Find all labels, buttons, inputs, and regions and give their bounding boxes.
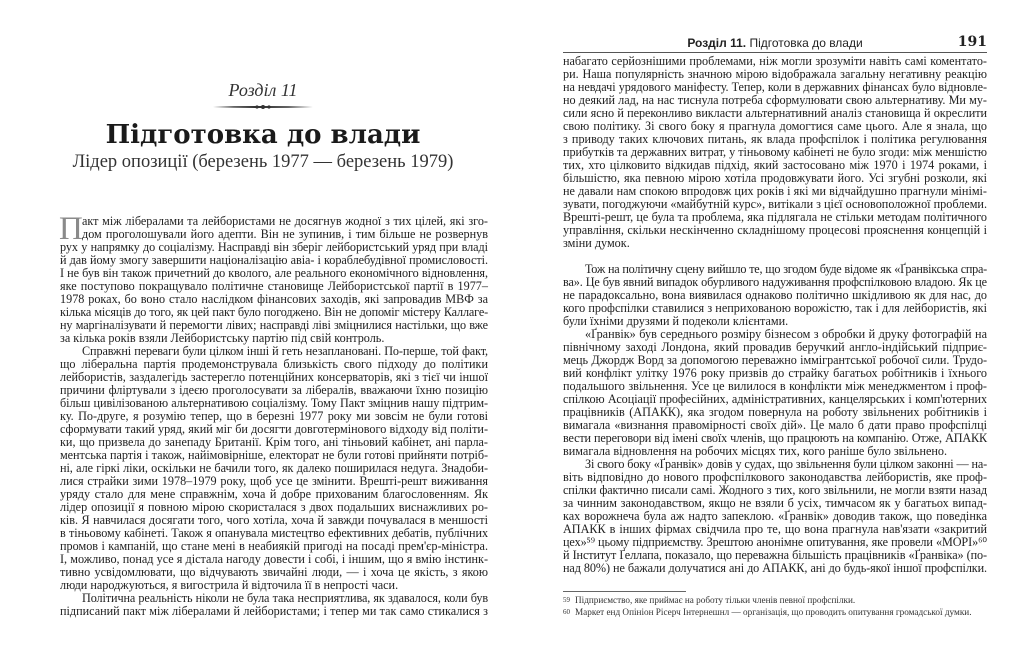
- text-line: причини фліртували з ідеєю проголосувати за лібералів, вважаючи їхню позицію: [60, 383, 488, 397]
- text-line: що ліберальна партія продемонструвала близькість свого підходу до політики: [60, 357, 488, 371]
- text-line: були їхніми друзями й подеколи клієнтами.: [563, 314, 789, 328]
- text-line: І не був він також причетний до кволого, але реального економічного відновлення,: [60, 266, 488, 280]
- footnote-number: 60: [563, 608, 570, 616]
- text-line: ментська партія і також, найімовірніше, електорат не були готові прийняти потріб-: [60, 448, 488, 462]
- running-head: [563, 36, 987, 50]
- text-line: за кілька років взяли Лейбористську партію під свій контроль.: [60, 331, 385, 345]
- text-line: дом проголошували його адепти. Він не зупинив, і тим більше не розвернув: [82, 227, 488, 241]
- text-line: Врешті-решт, це була та проблема, яка підлягала не стільки методам політичного: [563, 210, 987, 224]
- text-line: цех»⁵⁹ цьому підприємству. Зрештою анонімне опитування, яке провели «МОРІ»⁶⁰: [563, 535, 987, 549]
- text-line: ках ворожнеча була аж надто запеклою. «Ґранвік» доводив також, що поведінка: [563, 509, 987, 523]
- text-line: ва». Це був явний випадок обурливого надуживання профспілковою владою. Як це: [563, 275, 987, 289]
- text-line: сформувати такий уряд, який міг би досягти довготермінового відходу від політи-: [60, 422, 488, 436]
- text-line: тих, хто цілковито відкидав підхід, який застосовано між 1970 і 1974 роками, і: [563, 158, 987, 172]
- text-line: вий конфлікт улітку 1976 року призвів до страйку багатьох робітників і їхнього: [563, 366, 987, 380]
- text-line: ку. По-друге, я розумію тепер, що в березні 1977 року ми зовсім не були готові: [60, 409, 488, 423]
- text-line: лейбористів, заздалегідь застерегло потенційних консерваторів, які з тієї чи іншої: [60, 370, 488, 384]
- text-line: управління, скільки нескінченно складнішому процесові прояснення концепцій і: [563, 223, 987, 237]
- text-line: Справжні переваги були цілком інші й геть незаплановані. По-перше, той факт,: [82, 344, 488, 358]
- text-line: «Ґранвік» був середнього розміру бізнесом з обробки й друку фотографій на: [585, 327, 987, 341]
- text-line: підписаний пакт між лібералами й лейбористами; і тепер ми так само стикалися з: [60, 604, 488, 618]
- footnote: [563, 594, 993, 606]
- text-line: північному заході Лондона, який провадив беручкий англо-індійський підприє-: [563, 340, 987, 354]
- text-line: зувати, погоджуючи «майбутній курс», витікали з цієї основоположної проблеми.: [563, 197, 987, 211]
- header-rule: [563, 52, 987, 53]
- text-line: спілки фактично писали самі. Жодного з тих, кого звільнили, не могли взяти назад: [563, 483, 987, 497]
- text-line: сили ясно й переконливо викласти альтернативний аналіз становища й окреслити: [563, 106, 987, 120]
- text-line: но деякий лад, на нас тиснула потреба сформулювати свою альтернативу. Ми му-: [563, 93, 987, 107]
- running-head-title: Підготовка до влади: [749, 36, 863, 50]
- footnote: [563, 606, 993, 618]
- text-line: з приводу таких ключових питань, як влада профспілок і політика регулювання: [563, 132, 987, 146]
- text-line: на невдачі урядового маніфесту. Тепер, коли в державних фінансах було відновле-: [563, 80, 987, 94]
- text-line: не давали нам спокою впродовж цих років і які ми відчайдушно прагнули мінімі-: [563, 184, 987, 198]
- text-line: більшістю, яка певною мірою хотіла продовжувати його. Усі згубні розколи, які: [563, 171, 987, 185]
- text-line: ків. Я навчилася досягати того, чого хотіла, хоча й завжди почувалася в меншості: [60, 513, 488, 527]
- text-line: над 80%) не бажали долучатися ані до АПАКК, ані до будь-якої іншої профспілки.: [563, 561, 987, 575]
- footnote-text: Підприємство, яке приймає на роботу тільки членів певної профспілки.: [575, 595, 856, 605]
- text-line: ну маргіналізувати й перемогти лівих; насправді ліві зміцнилися настільки, що вже: [60, 318, 488, 332]
- text-line: яке поступово покращувало політичне становище Лейбористської партії в 1977–: [60, 279, 488, 293]
- text-line: вимагала відновлення на робочих місцях тих, кого раніше було звільнено.: [563, 444, 948, 458]
- text-line: І, можливо, понад усе я дістала нагоду довести і собі, і іншим, що я вмію інстинк-: [60, 552, 488, 566]
- text-line: лідер опозиції я повною мірою скористалася з двох подальших виснажливих ро-: [60, 500, 488, 514]
- text-line: не парадоксально, вона виявилася однаково політично шкідливою як для нас, до: [563, 288, 987, 302]
- right-body-text: [563, 55, 987, 575]
- text-line: й дав йому змогу завершити націоналізацію авіа- і кораблебудівної промисловості.: [60, 253, 488, 267]
- text-line: люди народжуються, я вигострила й відточила її в непрості часи.: [60, 578, 399, 592]
- text-line: ки, що призвела до занепаду Британії. Крім того, ані тіньовий кабінет, ані парла-: [60, 435, 488, 449]
- text-line: тивно усвідомлювати, що відчувають звичайні люди, — і хоча це якість, з якою: [60, 565, 488, 579]
- text-line: 1978 роках, бо воно стало наслідком фінансових заходів, які запровадив МВФ за: [60, 292, 488, 306]
- drop-cap: П: [59, 211, 83, 247]
- text-line: АПАКК в інших фірмах свідчила про те, що вона прагнула нав'язати «закритий: [563, 522, 987, 536]
- text-line: віть відповідно до нового профспілкового законодавства лейбористів, яке проф-: [563, 470, 987, 484]
- text-line: свою політику. Зі свого боку я прагнула домогтися саме цього. Але я знала, що: [563, 119, 987, 133]
- text-line: вимагала «визнання правомірності своїх дій». Це мало б дати право профспілці: [563, 418, 987, 432]
- text-line: прибутків та державних витрат, у тіньовому кабінеті не було згоди: між меншістю: [563, 145, 987, 159]
- text-line: мець Джордж Ворд за допомогою переважно іммігрантської робочої сили. Трудо-: [563, 353, 987, 367]
- running-head-chapter: Розділ 11.: [687, 36, 747, 50]
- text-line: спілкою Асоціації професійних, адміністративних, канцелярських і комп'ютерних: [563, 392, 987, 406]
- chapter-title: Підготовка до влади: [105, 120, 421, 150]
- text-line: ні, але гіркі ліки, оскільки не бачили того, як далеко поширилася недуга. Знадоби-: [60, 461, 488, 475]
- text-line: й Інститут Ґеллапа, показало, що переважна більшість працівників «Ґранвіка» (по-: [563, 548, 987, 562]
- text-line: Тож на політичну сцену вийшло те, що згодом буде відоме як «Ґранвікська спра-: [585, 262, 987, 276]
- text-line: рух у напрямку до соціалізму. Насправді він зберіг лейбористський уряд при владі: [60, 240, 488, 254]
- ornament-divider: [213, 104, 313, 110]
- text-line: кілька місяців до того, як цей пакт було погоджено. Він не допоміг містеру Каллаге-: [60, 305, 488, 319]
- text-line: ри. Наша популярність значною мірою відображала загальну негативну реакцію: [563, 67, 987, 81]
- footnote-number: 59: [563, 596, 570, 604]
- text-line: подальшого звільнення. Усе це вилилося в конфлікти між менеджментом і проф-: [563, 379, 987, 393]
- text-line: зміни думок.: [563, 236, 630, 250]
- chapter-label: Розділ 11: [228, 80, 298, 100]
- text-line: Політична реальність ніколи не була така несприятлива, як здавалося, коли був: [82, 591, 488, 605]
- footnote-text: Маркет енд Опініон Рісерч Інтернешнл — організація, що проводить опитування громадської думки.: [575, 607, 972, 617]
- text-line: Зі свого боку «Ґранвік» довів у судах, що звільнення були цілком законні — на-: [585, 457, 987, 471]
- text-line: уряду стало для мене справжнім, хоча й добре прихованим благословенням. Як: [60, 487, 488, 501]
- page-number: 191: [957, 34, 987, 50]
- text-line: в тіньовому кабінеті. Також я опанувала мистецтво ефективних дебатів, публічних: [60, 526, 488, 540]
- text-line: вести переговори від імені своїх членів, що працюють на компанію. Отже, АПАКК: [563, 431, 987, 445]
- text-line: акт між лібералами та лейбористами не досягнув жодної з тих цілей, які зго-: [82, 214, 488, 228]
- text-line: працівників (АПАКК), яка згодом повернула на роботу звільнених робітників і: [563, 405, 987, 419]
- chapter-subtitle: Лідер опозиції (березень 1977 — березень 1979): [72, 152, 454, 172]
- text-line: лися страйки зими 1978–1979 року, щоб усе це змінити. Врешті-решт виживання: [60, 474, 488, 488]
- footnote-rule: [563, 591, 686, 592]
- text-line: кого профспілки ставилися з неприхованою ворожістю, так і для лейбористів, які: [563, 301, 987, 315]
- text-line: промов і кампаній, що стане мені в неабиякій пригоді на посаді прем'єр-міністра.: [60, 539, 488, 553]
- text-line: за чинним законодавством, якщо не взяли б усіх, тимчасом як у багатьох випад-: [563, 496, 987, 510]
- footnotes: [563, 594, 993, 618]
- text-line: набагато серйознішими проблемами, ніж могли зрозуміти навіть самі коментато-: [563, 54, 987, 68]
- right-page: [512, 0, 1024, 663]
- text-line: більш цивілізованою альтернативою соціалізму. Тому Пакт зміцнив нашу підтрим-: [60, 396, 488, 410]
- left-body-text: [59, 211, 488, 618]
